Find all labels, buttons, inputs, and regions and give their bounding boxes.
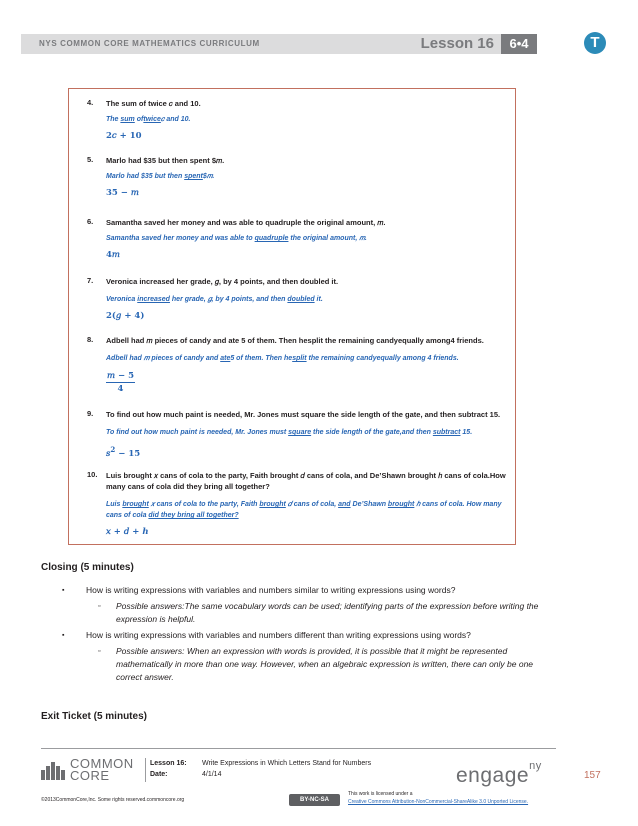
footer-divider [41,748,556,749]
cc-license-badge-icon: BY-NC-SA [289,794,340,806]
problem-answer: The sum oftwice𝑐 and 10. [106,116,191,123]
problem-expression: 𝑠$^2$ − 15 [106,445,141,459]
closing-answer: Possible answers: When an expression with words is provided, it is possible that it might be represented mathematically in more than one way. However, when an algebraic expression is written, there can only be one correct answer. [116,646,534,682]
problem-answer: Veronica increased her grade, 𝑔, by 4 points, and then doubled it. [106,296,323,303]
problem-answer: To find out how much paint is needed, Mr. Jones must square the side length of the gate,and then subtract 15. [106,429,473,436]
problem-number: 10. [87,470,98,479]
problems-box [68,88,516,545]
problem-question: Marlo had $35 but then spent $𝑚. [106,156,225,165]
problem-question: The sum of twice 𝑐 and 10. [106,99,201,108]
problem-answer: Samantha saved her money and was able to quadruple the original amount, 𝑚. [106,235,367,242]
problem-expression: 35 − 𝑚 [106,188,139,198]
module-badge: 6•4 [501,34,537,54]
problem-question: Veronica increased her grade, 𝑔, by 4 points, and then doubled it. [106,277,339,286]
problem-question: Adbell had 𝑚 pieces of candy and ate 5 of them. Then hesplit the remaining candyequally among4 friends. [106,336,484,345]
problem-question: Samantha saved her money and was able to quadruple the original amount, 𝑚. [106,218,386,227]
bullet-icon: ▪ [62,587,65,594]
exit-ticket-heading: Exit Ticket (5 minutes) [41,711,147,722]
problem-question: Luis brought 𝑥 cans of cola to the party, Faith brought 𝑑 cans of cola, and De’Shawn brought ℎ cans of cola.How many cans of cola did they bring all together? [106,471,506,491]
problem-number: 4. [87,98,94,107]
engageny-logo: engage$^{ny}$ [456,760,542,787]
problem-number: 5. [87,155,94,164]
footer-lesson-title: Write Expressions in Which Letters Stand for Numbers [202,760,372,767]
copyright: ©2013CommonCore,Inc. Some rights reserved.commoncore.org [41,797,185,803]
fraction-denominator: 4 [117,384,124,394]
problem-answer: Marlo had $35 but then spent$𝑚. [106,173,215,180]
footer-date: 4/1/14 [202,771,222,778]
sub-bullet-icon: ▫ [98,603,101,610]
problem-question: To find out how much paint is needed, Mr. Jones must square the side length of the gate, and then subtract 15. [106,410,501,419]
logo-line-1: COMMON [70,756,134,771]
bullet-icon: ▪ [62,632,65,639]
problem-expression: 4𝑚 [106,250,120,260]
fraction [106,371,135,394]
closing-question: How is writing expressions with variables and numbers different than writing expressions using words? [86,630,471,640]
fraction-numerator: 𝑚 − 5 [107,371,135,381]
footer-date-label: Date: [150,771,168,778]
logo-line-2: CORE [70,768,110,783]
sub-bullet-icon: ▫ [98,648,101,655]
curriculum-title: NYS COMMON CORE MATHEMATICS CURRICULUM [39,39,260,48]
teacher-badge-icon: T [584,32,606,54]
problem-expression: 2(𝑔 + 4) [106,311,145,321]
closing-heading: Closing (5 minutes) [41,562,134,573]
problem-expression [106,371,135,394]
closing-question: How is writing expressions with variables and numbers similar to writing expressions using words? [86,585,456,595]
problem-answer: Adbell had 𝑚 pieces of candy and ate5 of them. Then hesplit the remaining candyequally among 4 friends. [106,355,459,362]
lesson-label: Lesson 16 [420,35,494,52]
problem-expression: 𝑥 + 𝑑 + ℎ [106,527,149,537]
problem-answer: Luis brought 𝑥 cans of cola to the party, Faith brought 𝑑 cans of cola, and De’Shawn brought ℎ cans of cola. How many cans of cola did they bring all together? [106,501,502,519]
page-number: 157 [584,770,601,781]
closing-answer: Possible answers:The same vocabulary words can be used; identifying parts of the expression before writing the expression is helpful. [116,601,539,624]
footer-vertical-divider [145,758,146,782]
problem-expression: 2𝑐 + 10 [106,131,142,141]
footer-lesson-label: Lesson 16: [150,760,187,767]
license-text: This work is licensed under a [348,791,413,797]
common-core-logo [70,758,134,782]
problem-number: 7. [87,276,94,285]
problem-number: 6. [87,217,94,226]
problem-number: 8. [87,335,94,344]
common-core-logo-icon [41,762,67,780]
header-bar [21,34,537,54]
problem-number: 9. [87,409,94,418]
license-link[interactable]: Creative Commons Attribution-NonCommercial-ShareAlike 3.0 Unported License. [348,799,529,805]
